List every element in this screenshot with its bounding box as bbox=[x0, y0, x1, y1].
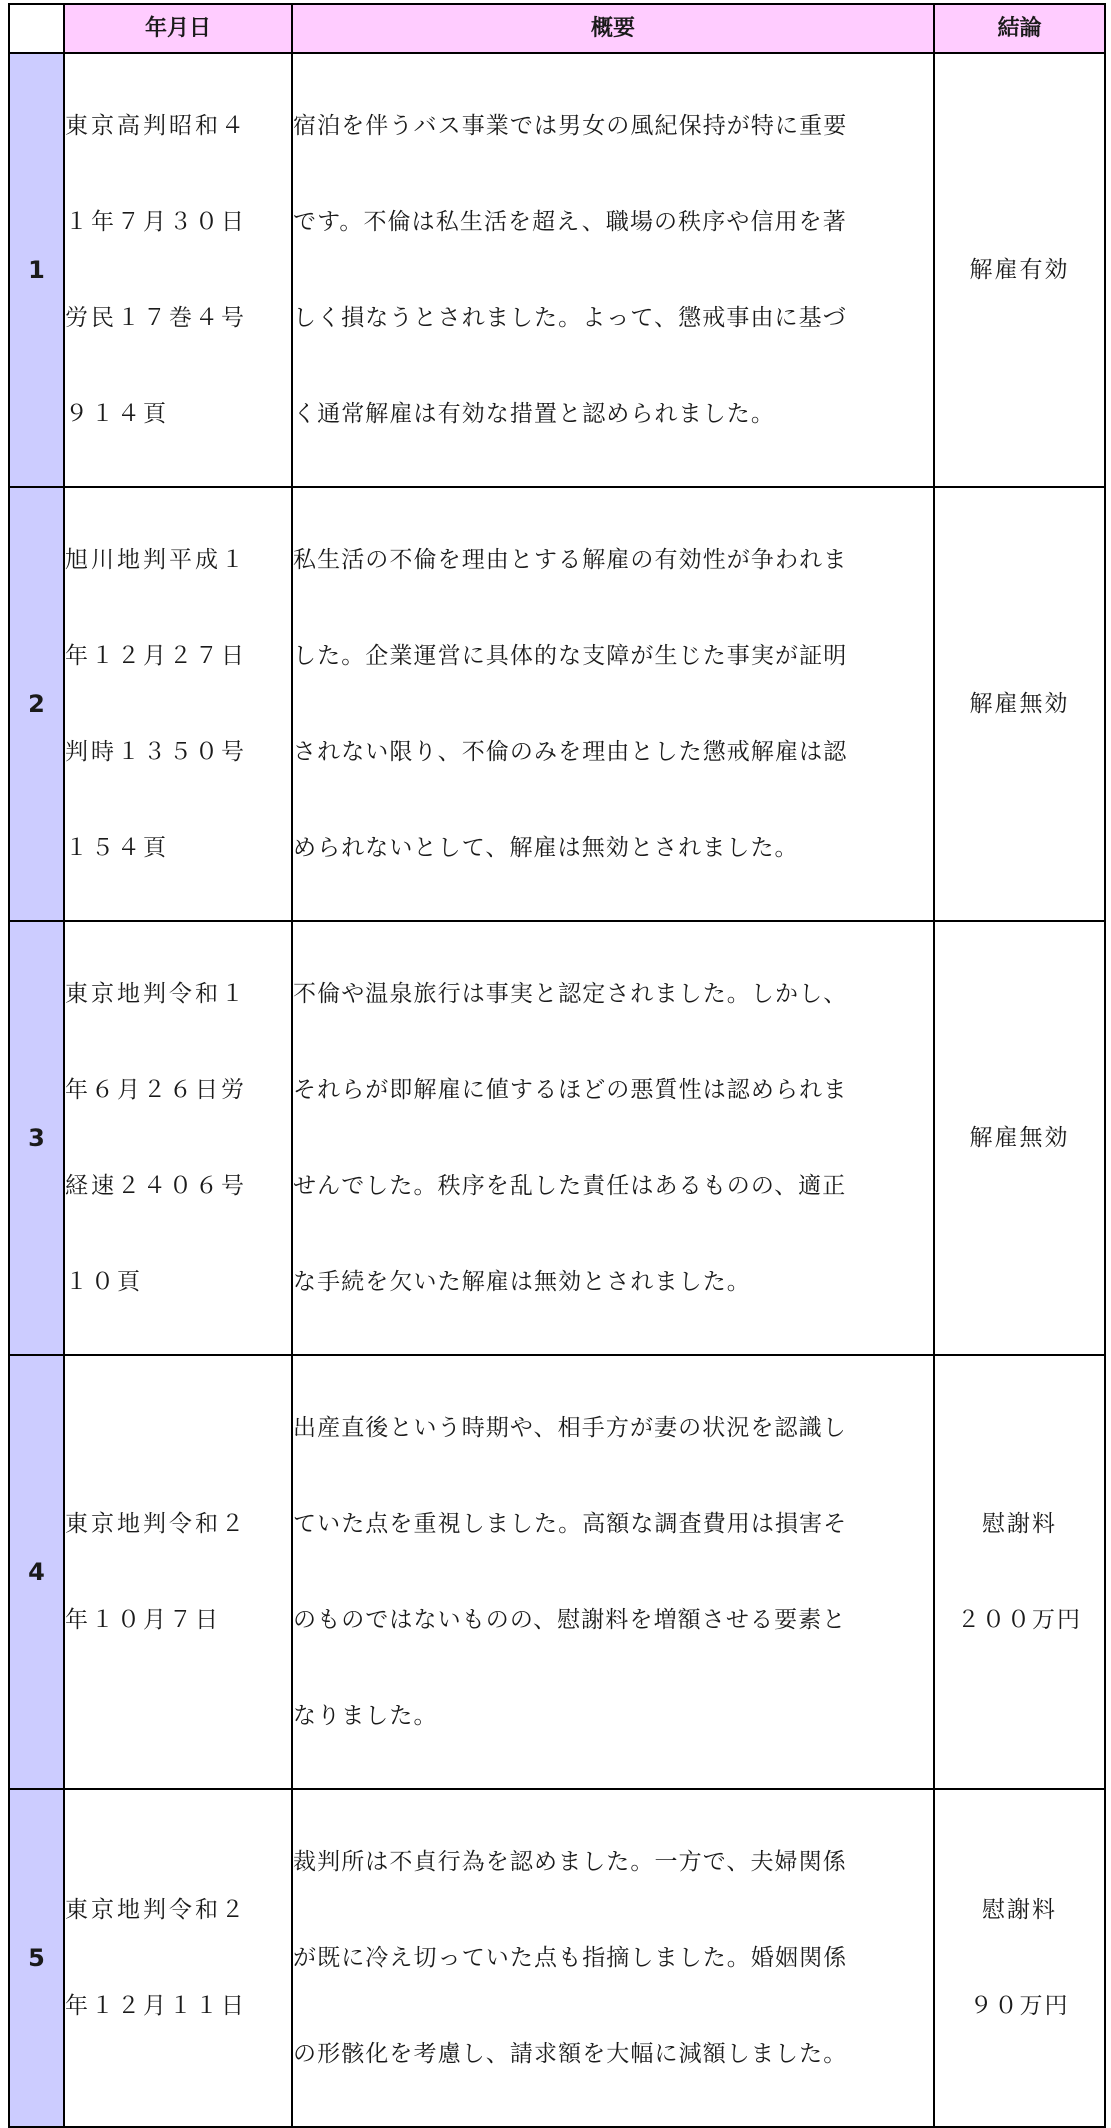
summary-line: されない限り、不倫のみを理由とした懲戒解雇は認 bbox=[293, 739, 848, 765]
summary-cell bbox=[292, 53, 934, 487]
case-table bbox=[8, 3, 1106, 2128]
summary-line: せんでした。秩序を乱した責任はあるものの、適正 bbox=[293, 1173, 847, 1199]
summary-line: のものではないものの、慰謝料を増額させる要素と bbox=[293, 1607, 847, 1633]
summary-cell bbox=[292, 921, 934, 1355]
result-cell bbox=[934, 1789, 1105, 2127]
date-cell bbox=[64, 487, 292, 921]
summary-line: の形骸化を考慮し、請求額を大幅に減額しました。 bbox=[293, 2041, 848, 2067]
date-cell bbox=[64, 1789, 292, 2127]
result-line: 解雇無効 bbox=[969, 691, 1070, 717]
result-line: 慰謝料 bbox=[982, 1511, 1057, 1537]
summary-cell bbox=[292, 1789, 934, 2127]
date-line: ９１４頁 bbox=[65, 401, 169, 427]
header-result: 結論 bbox=[934, 4, 1105, 53]
date-line: 経速２４０６号 bbox=[65, 1173, 247, 1199]
result-line: 慰謝料 bbox=[982, 1897, 1057, 1923]
result-line: ２００万円 bbox=[957, 1607, 1082, 1633]
summary-cell bbox=[292, 1355, 934, 1789]
row-number: 3 bbox=[9, 921, 64, 1355]
table-row bbox=[9, 487, 1105, 921]
summary-line: が既に冷え切っていた点も指摘しました。婚姻関係 bbox=[293, 1945, 848, 1971]
row-number: 4 bbox=[9, 1355, 64, 1789]
date-line: 東京地判令和１ bbox=[65, 981, 247, 1007]
result-line: ９０万円 bbox=[969, 1993, 1070, 2019]
table-row bbox=[9, 1789, 1105, 2127]
result-cell bbox=[934, 921, 1105, 1355]
summary-line: それらが即解雇に値するほどの悪質性は認められま bbox=[293, 1077, 848, 1103]
date-cell bbox=[64, 53, 292, 487]
date-line: 年１２月２７日 bbox=[65, 643, 247, 669]
summary-line: した。企業運営に具体的な支障が生じた事実が証明 bbox=[293, 643, 848, 669]
header-number bbox=[9, 4, 64, 53]
header-summary: 概要 bbox=[292, 4, 934, 53]
date-line: １５４頁 bbox=[65, 835, 169, 861]
date-line: 旭川地判平成１ bbox=[65, 547, 247, 573]
date-line: １０頁 bbox=[65, 1269, 143, 1295]
date-cell bbox=[64, 1355, 292, 1789]
summary-line: 私生活の不倫を理由とする解雇の有効性が争われま bbox=[293, 547, 848, 573]
summary-line: 不倫や温泉旅行は事実と認定されました。しかし、 bbox=[293, 981, 848, 1007]
row-number: 1 bbox=[9, 53, 64, 487]
summary-line: められないとして、解雇は無効とされました。 bbox=[293, 835, 799, 861]
header-row bbox=[9, 4, 1105, 53]
date-cell bbox=[64, 921, 292, 1355]
date-line: 東京地判令和２ bbox=[65, 1897, 247, 1923]
result-cell bbox=[934, 53, 1105, 487]
summary-line: なりました。 bbox=[293, 1703, 438, 1729]
date-line: 年６月２６日労 bbox=[65, 1077, 247, 1103]
result-cell bbox=[934, 487, 1105, 921]
header-date: 年月日 bbox=[64, 4, 292, 53]
date-line: 判時１３５０号 bbox=[65, 739, 247, 765]
date-line: 年１２月１１日 bbox=[65, 1993, 247, 2019]
date-line: 東京高判昭和４ bbox=[65, 113, 247, 139]
date-line: １年７月３０日 bbox=[65, 209, 247, 235]
date-line: 東京地判令和２ bbox=[65, 1511, 247, 1537]
date-line: 年１０月７日 bbox=[65, 1607, 221, 1633]
summary-line: な手続を欠いた解雇は無効とされました。 bbox=[293, 1269, 751, 1295]
row-number: 2 bbox=[9, 487, 64, 921]
summary-cell bbox=[292, 487, 934, 921]
table-row bbox=[9, 1355, 1105, 1789]
summary-line: です。不倫は私生活を超え、職場の秩序や信用を著 bbox=[293, 209, 847, 235]
row-number: 5 bbox=[9, 1789, 64, 2127]
table-row bbox=[9, 921, 1105, 1355]
result-cell bbox=[934, 1355, 1105, 1789]
summary-line: ていた点を重視しました。高額な調査費用は損害そ bbox=[293, 1511, 848, 1537]
result-line: 解雇有効 bbox=[969, 257, 1070, 283]
summary-line: 宿泊を伴うバス事業では男女の風紀保持が特に重要 bbox=[293, 113, 848, 139]
result-line: 解雇無効 bbox=[969, 1125, 1070, 1151]
date-line: 労民１７巻４号 bbox=[65, 305, 247, 331]
summary-line: く通常解雇は有効な措置と認められました。 bbox=[293, 401, 775, 427]
summary-line: しく損なうとされました。よって、懲戒事由に基づ bbox=[293, 305, 847, 331]
table-row bbox=[9, 53, 1105, 487]
summary-line: 出産直後という時期や、相手方が妻の状況を認識し bbox=[293, 1415, 847, 1441]
summary-line: 裁判所は不貞行為を認めました。一方で、夫婦関係 bbox=[293, 1849, 847, 1875]
